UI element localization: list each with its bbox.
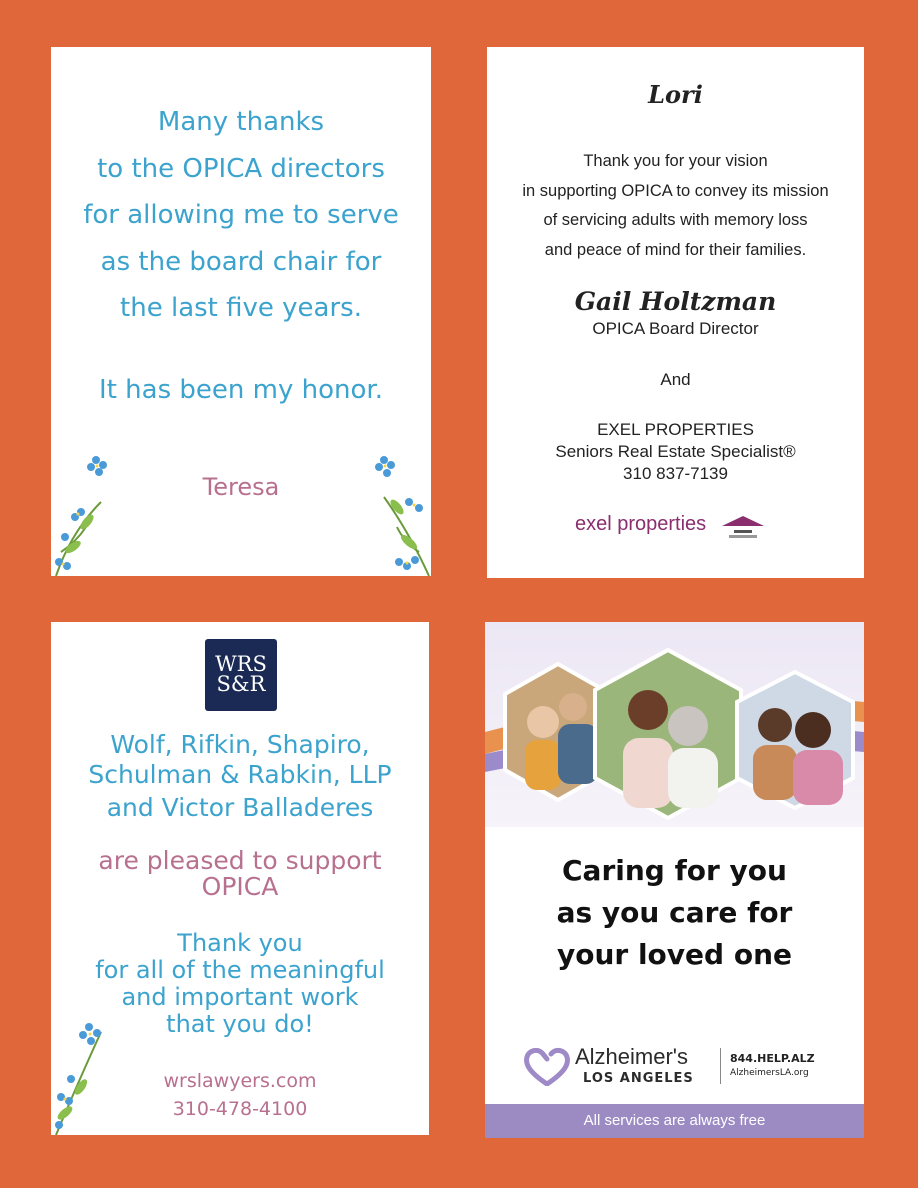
signature-teresa: Teresa: [202, 473, 280, 501]
exel-roof-logo-icon: [720, 514, 766, 540]
divider: [720, 1048, 721, 1084]
support-statement: are pleased to support OPICA: [98, 846, 382, 901]
website-link[interactable]: wrslawyers.com: [163, 1070, 317, 1092]
photo-hexagon-couple: [735, 670, 855, 810]
thank-you-card-teresa: [51, 47, 431, 576]
alzheimers-la-logo: [523, 1044, 833, 1088]
thank-you-card-lori: [487, 47, 864, 578]
phone-number: 310-478-4100: [172, 1098, 308, 1120]
heart-logo-icon: [523, 1046, 571, 1086]
flower-decoration-left-icon: [51, 442, 111, 576]
photo-hexagon-caregiver: [593, 648, 743, 820]
org-website[interactable]: AlzheimersLA.org: [730, 1068, 809, 1078]
flower-decoration-right-icon: [369, 442, 431, 576]
thanks-paragraph: Thank you for your vision in supporting OPICA to convey its mission of servicing adults with memory loss and peace of mind for their families.: [522, 152, 829, 259]
honor-line: It has been my honor.: [99, 375, 383, 405]
greeting-lori: Lori: [648, 80, 703, 109]
signature-gail-holtzman: Gail Holtzman: [574, 287, 777, 316]
alzheimers-la-ad: [485, 622, 864, 1138]
signer-role: OPICA Board Director: [592, 319, 759, 338]
org-name: Alzheimer's: [575, 1044, 689, 1069]
company-info: EXEL PROPERTIES Seniors Real Estate Specialist® 310 837-7139: [555, 420, 796, 483]
photo-banner: [485, 622, 864, 827]
footer-banner: All services are always free: [485, 1104, 864, 1138]
sponsor-card-wrs: [51, 622, 429, 1135]
flower-decoration-icon: [51, 1017, 109, 1135]
firm-name: Wolf, Rifkin, Shapiro, Schulman & Rabkin, LLP: [88, 730, 392, 789]
helpline-number: 844.HELP.ALZ: [730, 1052, 815, 1065]
ad-headline: Caring for you as you care for your loved one: [556, 854, 793, 971]
exel-properties-logo-text: exel properties: [575, 513, 707, 535]
and-text: And: [660, 370, 691, 389]
thanks-message: Many thanks to the OPICA directors for allowing me to serve as the board chair for the last five years.: [83, 107, 399, 323]
wrs-law-firm-logo: WRS S&R: [205, 639, 277, 711]
firm-partner: and Victor Balladeres: [106, 793, 374, 822]
thank-you-message: Thank you for all of the meaningful and important work that you do!: [95, 929, 385, 1038]
org-subtitle: LOS ANGELES: [583, 1071, 694, 1086]
